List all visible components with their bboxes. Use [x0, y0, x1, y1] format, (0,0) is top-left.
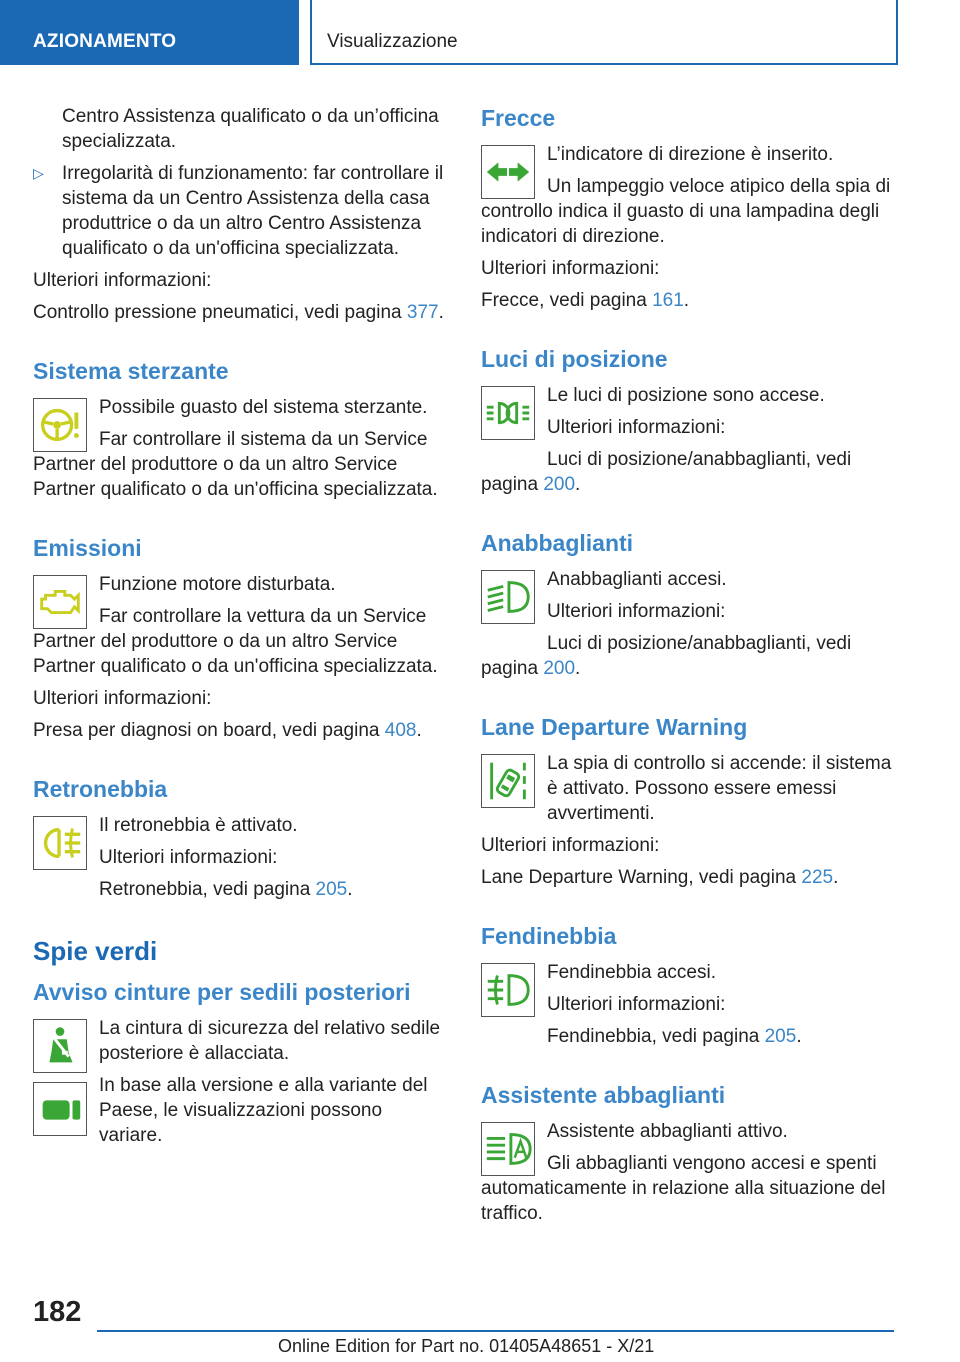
page-number: 182: [33, 1296, 82, 1328]
chapter-tab: [0, 0, 299, 65]
page-link[interactable]: 200: [543, 658, 576, 679]
section-heading-arrows: Frecce: [481, 105, 556, 131]
section-title: Visualizzazione: [327, 31, 458, 52]
section-heading-seatbelt: Avviso cinture per sedili posteriori: [33, 979, 411, 1005]
arrows-text-1: L’indicatore di direzione è inserito.: [547, 144, 834, 165]
low-beam-icon: [481, 570, 535, 624]
more-info-label: Ulteriori informazioni:: [481, 258, 660, 279]
cross-reference: Presa per diagnosi on board, vedi pagina 408.: [33, 720, 422, 741]
section-heading-position: Luci di posizione: [481, 346, 668, 372]
steering-text-2: Far controllare il sistema da un Service Partner del produttore o da un altro Service Partner qualificato o da un'officina specializzata.: [33, 429, 438, 500]
cross-reference: Lane Departure Warning, vedi pagina 225.: [481, 867, 839, 888]
more-info-label: Ulteriori informazioni:: [99, 847, 278, 868]
section-heading-high-beam: Assistente abbaglianti: [481, 1082, 726, 1108]
section-heading-front-fog: Fendinebbia: [481, 923, 617, 949]
seatbelt-text-1: La cintura di sicurezza del relativo sedile posteriore è allacciata.: [99, 1018, 441, 1064]
footer-divider: [97, 1330, 894, 1332]
page-link[interactable]: 408: [384, 720, 417, 741]
page-link[interactable]: 205: [315, 879, 348, 900]
more-info-label: Ulteriori informazioni:: [481, 835, 660, 856]
turn-signal-icon: [481, 145, 535, 199]
high-beam-text-2: Gli abbaglianti vengono accesi e spenti automaticamente in relazione alla situazione del traffico.: [481, 1153, 886, 1224]
footer-edition: [278, 1334, 654, 1359]
arrows-entry: [481, 142, 894, 313]
lane-text-1: La spia di controllo si accende: il sistema è attivato. Possono essere emessi avvertimenti.: [547, 753, 892, 824]
emissions-text-2: Far controllare la vettura da un Service Partner del produttore o da un altro Service Partner qualificato o da un'officina specializzata.: [33, 606, 438, 677]
section-heading-emissions: Emissioni: [33, 535, 142, 561]
steering-entry: [33, 395, 445, 502]
seatbelt-entry: [33, 1016, 445, 1148]
steering-warning-icon: [33, 398, 87, 452]
emissions-entry: [33, 572, 445, 743]
rear-fog-text-1: Il retronebbia è attivato.: [99, 815, 298, 836]
chapter-title: AZIONAMENTO: [33, 31, 177, 52]
more-info-label: Ulteriori informazioni:: [547, 417, 726, 438]
lane-entry: [481, 751, 894, 890]
cross-reference: Controllo pressione pneumatici, vedi pagina 377.: [33, 302, 444, 323]
intro-continuation: Centro Assistenza qualificato o da un’officina specializzata.: [62, 106, 439, 152]
cross-reference: Fendinebbia, vedi pagina 205.: [547, 1026, 802, 1047]
bullet-text: Irregolarità di funzionamento: far controllare il sistema da un Centro Assistenza della casa produttrice o da un altro Centro Assistenza qualificato o da un'officina specializzata.: [62, 163, 444, 259]
edition-text: Online Edition for Part no. 01405A48651 - X/21: [278, 1336, 655, 1356]
more-info-label: Ulteriori informazioni:: [33, 688, 212, 709]
emissions-text-1: Funzione motore disturbata.: [99, 574, 336, 595]
cross-reference: Frecce, vedi pagina 161.: [481, 290, 690, 311]
triangle-bullet-icon: ▷: [33, 165, 44, 181]
front-fog-light-icon: [481, 963, 535, 1017]
cross-reference: Retronebbia, vedi pagina 205.: [99, 879, 353, 900]
engine-icon: [33, 575, 87, 629]
rear-fog-entry: [33, 813, 445, 902]
section-heading-low-beam: Anabbaglianti: [481, 530, 634, 556]
left-column: [33, 104, 445, 1155]
front-fog-text-1: Fendinebbia accesi.: [547, 962, 716, 983]
seatbelt-icon: [33, 1019, 87, 1073]
page-link[interactable]: 200: [543, 474, 576, 495]
rear-fog-light-icon: [33, 816, 87, 870]
position-entry: [481, 383, 894, 497]
more-info-label: Ulteriori informazioni:: [547, 994, 726, 1015]
lane-departure-icon: [481, 754, 535, 808]
cross-reference: Luci di posizione/anabbaglianti, vedi pagina 200.: [481, 449, 852, 495]
page-link[interactable]: 225: [801, 867, 834, 888]
low-beam-entry: [481, 567, 894, 681]
seatbelt-text-2: In base alla versione e alla variante del Paese, le visualizzazioni possono variare.: [99, 1075, 428, 1146]
page-link[interactable]: 161: [652, 290, 684, 311]
steering-text-1: Possibile guasto del sistema sterzante.: [99, 397, 428, 418]
rear-seat-indicator-icon: [33, 1082, 87, 1136]
more-info-label: Ulteriori informazioni:: [33, 270, 212, 291]
high-beam-text-1: Assistente abbaglianti attivo.: [547, 1121, 788, 1142]
page-link[interactable]: 377: [406, 302, 439, 323]
position-text-1: Le luci di posizione sono accese.: [547, 385, 825, 406]
high-beam-assistant-icon: [481, 1122, 535, 1176]
section-heading-lane: Lane Departure Warning: [481, 714, 748, 740]
list-item: [33, 161, 445, 261]
more-info-label: Ulteriori informazioni:: [547, 601, 726, 622]
section-heading-rear-fog: Retronebbia: [33, 776, 168, 802]
front-fog-entry: [481, 960, 894, 1049]
section-heading-steering: Sistema sterzante: [33, 358, 229, 384]
section-tab: [310, 0, 898, 65]
page-link[interactable]: 205: [764, 1026, 797, 1047]
right-column: [481, 104, 894, 1233]
section-heading-green-lights: Spie verdi: [33, 936, 158, 966]
low-beam-text-1: Anabbaglianti accesi.: [547, 569, 727, 590]
position-lights-icon: [481, 386, 535, 440]
arrows-text-2: Un lampeggio veloce atipico della spia di controllo indica il guasto di una lampadina degli indicatori di direzione.: [481, 176, 891, 247]
high-beam-entry: [481, 1119, 894, 1226]
cross-reference: Luci di posizione/anabbaglianti, vedi pagina 200.: [481, 633, 852, 679]
